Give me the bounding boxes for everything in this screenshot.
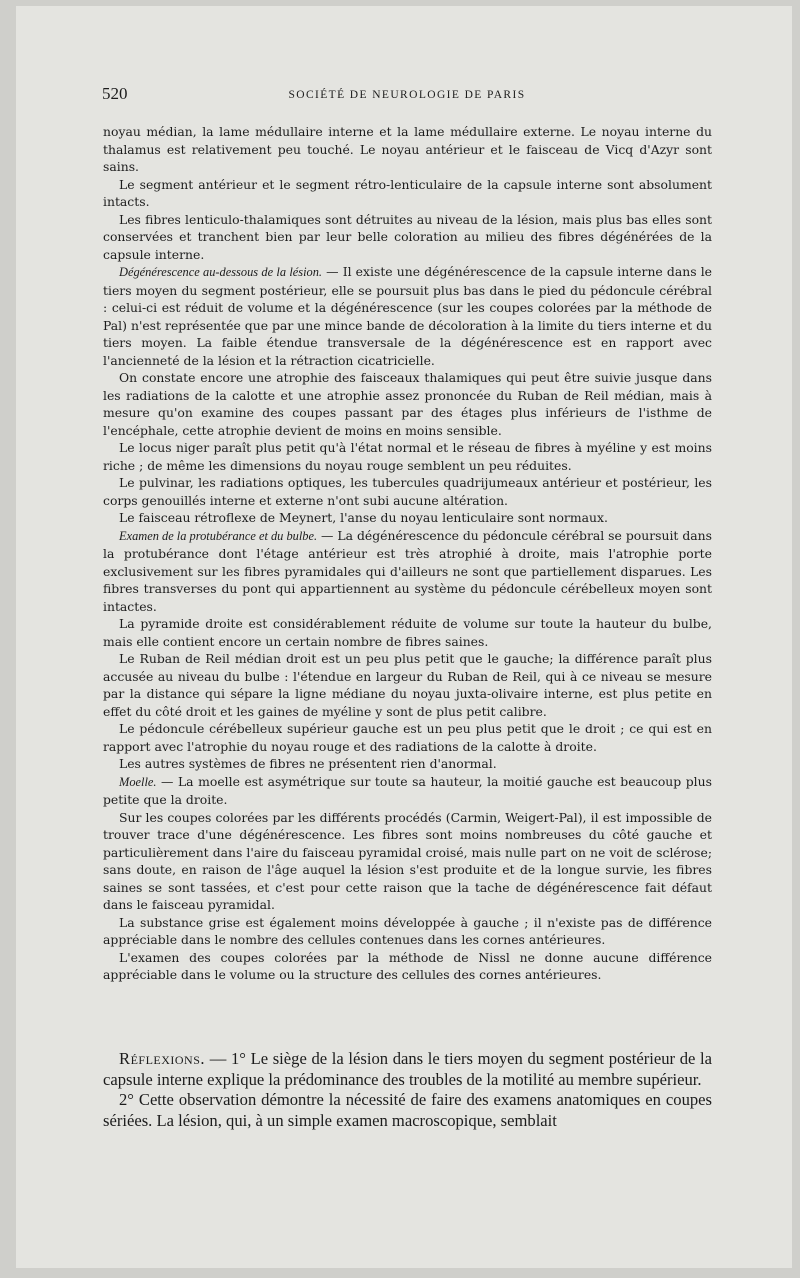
paragraph xyxy=(103,123,712,176)
section-lead: Dégénérescence au-dessous de la lésion. xyxy=(119,265,323,279)
paragraph-text: Le pédoncule cérébelleux supérieur gauche est un peu plus petit que le droit ; ce qui est en rapport avec l'atrophie du noyau rouge et des radiations de la calotte à droite. xyxy=(103,721,712,754)
page-header xyxy=(102,84,712,108)
paragraph xyxy=(103,773,712,809)
paragraph xyxy=(103,263,712,369)
paragraph xyxy=(103,211,712,264)
paragraph xyxy=(103,176,712,211)
paragraph xyxy=(103,474,712,509)
paragraph xyxy=(103,755,712,773)
reflexions-paragraph-2 xyxy=(103,1090,712,1131)
reflexions-label: Réflexions. xyxy=(119,1049,206,1068)
reflexions-section xyxy=(103,1049,712,1131)
paragraph xyxy=(103,439,712,474)
paragraph-text: Les autres systèmes de fibres ne présentent rien d'anormal. xyxy=(119,756,497,771)
paragraph xyxy=(103,809,712,914)
section-lead: Moelle. xyxy=(119,774,157,789)
paragraph xyxy=(103,949,712,984)
page-number: 520 xyxy=(102,84,128,103)
paragraph-text: — Il existe une dégénérescence de la capsule interne dans le tiers moyen du segment postérieur, elle se poursuit plus bas dans le pied du pédoncule cérébral : celui-ci est réduit de volume et la dégénérescence (sur les coupes colorées par la méthode de Pal) n'est représentée que par une mince bande de décoloration à la limite du tiers interne et du tiers moyen. La faible étendue transversale de la dégénérescence est en rapport avec l'ancienneté de la lésion et la rétraction cicatricielle. xyxy=(103,264,712,368)
section-lead: Examen de la protubérance et du bulbe. xyxy=(119,528,318,543)
running-head: SOCIÉTÉ DE NEUROLOGIE DE PARIS xyxy=(288,89,526,101)
paragraph-text: La substance grise est également moins développée à gauche ; il n'existe pas de différence appréciable dans le nombre des cellules contenues dans les cornes antérieures. xyxy=(103,914,712,947)
paragraph xyxy=(103,615,712,650)
paragraph xyxy=(103,720,712,755)
main-text xyxy=(103,123,712,984)
paragraph xyxy=(103,527,712,616)
paragraph-text: noyau médian, la lame médullaire interne et la lame médullaire externe. Le noyau interne du thalamus est relativement peu touché. Le noyau antérieur et le faisceau de Vicq d'Azyr sont sains. xyxy=(103,124,712,174)
paragraph-text: On constate encore une atrophie des faisceaux thalamiques qui peut être suivie jusque dans les radiations de la calotte et une atrophie assez prononcée du Ruban de Reil médian, mais à mesure qu'on examine des coupes passant par des étages plus inférieurs de l'isthme de l'encéphale, cette atrophie devient de moins en moins sensible. xyxy=(103,370,712,438)
paragraph-text: — La dégénérescence du pédoncule cérébral se poursuit dans la protubérance dont l'étage antérieur est très atrophié à droite, mais l'atrophie porte exclusivement sur les fibres pyramidales qui d'ailleurs ne sont que partiellement disparues. Les fibres transverses du pont qui appartiennent au système du pédoncule cérébelleux moyen sont intactes. xyxy=(103,527,712,614)
paragraph-text: La pyramide droite est considérablement réduite de volume sur toute la hauteur du bulbe, mais elle contient encore un certain nombre de fibres saines. xyxy=(103,616,712,649)
paragraph xyxy=(103,369,712,439)
reflexions-text: 2° Cette observation démontre la nécessité de faire des examens anatomiques en coupes sériées. La lésion, qui, à un simple examen macroscopique, semblait xyxy=(103,1090,712,1130)
paragraph xyxy=(103,914,712,949)
paragraph-text: L'examen des coupes colorées par la méthode de Nissl ne donne aucune différence appréciable dans le volume ou la structure des cellules des cornes antérieures. xyxy=(103,949,712,982)
paragraph-text: Le faisceau rétroflexe de Meynert, l'anse du noyau lenticulaire sont normaux. xyxy=(119,510,608,525)
paragraph-text: — La moelle est asymétrique sur toute sa hauteur, la moitié gauche est beaucoup plus petite que la droite. xyxy=(103,773,712,807)
reflexions-text: — 1° Le siège de la lésion dans le tiers moyen du segment postérieur de la capsule interne explique la prédominance des troubles de la motilité au membre supérieur. xyxy=(103,1049,712,1089)
paragraph xyxy=(103,650,712,720)
paragraph-text: Les fibres lenticulo-thalamiques sont détruites au niveau de la lésion, mais plus bas elles sont conservées et tranchent bien par leur belle coloration au milieu des fibres dégénérées de la capsule interne. xyxy=(103,211,712,262)
paragraph-text: Le locus niger paraît plus petit qu'à l'état normal et le réseau de fibres à myéline y est moins riche ; de même les dimensions du noyau rouge semblent un peu réduites. xyxy=(103,440,712,473)
paragraph-text: Le segment antérieur et le segment rétro-lenticulaire de la capsule interne sont absolument intacts. xyxy=(103,176,712,209)
paragraph-text: Le Ruban de Reil médian droit est un peu plus petit que le gauche; la différence paraît plus accusée au niveau du bulbe : l'étendue en largeur du Ruban de Reil, qui à ce niveau se mesure par la distance qui sépare la ligne médiane du noyau juxta-olivaire interne, est plus petite en effet du côté droit et les gaines de myéline y sont de plus petit calibre. xyxy=(103,651,712,719)
paragraph-text: Le pulvinar, les radiations optiques, les tubercules quadrijumeaux antérieur et postérieur, les corps genouillés interne et externe n'ont subi aucune altération. xyxy=(103,475,712,508)
paragraph-text: Sur les coupes colorées par les différents procédés (Carmin, Weigert-Pal), il est impossible de trouver trace d'une dégénérescence. Les fibres sont moins nombreuses du côté gauche et particulièrement dans l'aire du faisceau pyramidal croisé, mais nulle part on ne voit de sclérose; sans doute, en raison de l'âge auquel la lésion s'est produite et de la longue survie, les fibres saines se sont tassées, et c'est pour cette raison que la tache de dégénérescence fait défaut dans le faisceau pyramidal. xyxy=(103,809,712,912)
reflexions-paragraph-1 xyxy=(103,1049,712,1090)
paragraph xyxy=(103,509,712,527)
